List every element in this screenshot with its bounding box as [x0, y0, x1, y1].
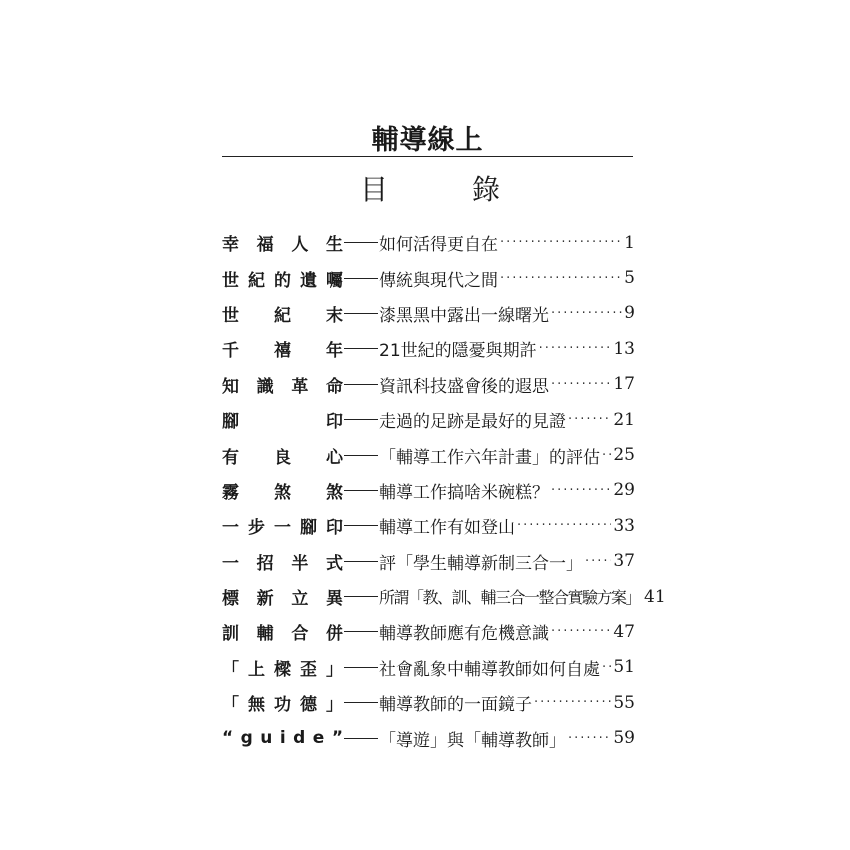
entry-label: 腳印 [222, 412, 430, 433]
toc-entry[interactable] [222, 650, 635, 685]
page-number: 9 [624, 303, 635, 324]
em-dash [344, 596, 378, 597]
dot-leader [568, 731, 611, 746]
toc-entry[interactable] [222, 437, 635, 472]
em-dash [344, 738, 378, 739]
entry-label: 世紀的遺囑 [222, 270, 352, 291]
page-number: 47 [613, 621, 635, 642]
entry-subtitle: 輔導工作有如登山 [379, 518, 515, 539]
book-title: 輔導線上 [371, 125, 484, 156]
toc-entry[interactable] [222, 579, 666, 614]
toc-heading-char: 錄 [471, 173, 500, 206]
entry-label: 訓輔合併 [222, 624, 361, 645]
entry-label-box [222, 513, 352, 539]
page-number: 25 [613, 445, 635, 466]
entry-label-box [222, 336, 378, 362]
dot-leader [500, 271, 622, 286]
toc-entry[interactable] [222, 685, 635, 720]
entry-subtitle: 「導遊」與「輔導教師」 [379, 730, 566, 751]
entry-subtitle: 漆黑黑中露出一線曙光 [379, 305, 549, 326]
toc-entry[interactable] [222, 225, 635, 260]
em-dash [344, 384, 378, 385]
page-number: 41 [644, 586, 666, 607]
dot-leader [551, 624, 611, 639]
table-of-contents [222, 225, 666, 756]
entry-subtitle: 如何活得更自在 [379, 235, 498, 256]
entry-label: 標新立異 [222, 589, 361, 610]
dot-leader [602, 448, 611, 463]
em-dash [344, 525, 378, 526]
entry-label-box [222, 407, 430, 433]
entry-label-box [222, 301, 378, 326]
page-number: 17 [613, 374, 635, 395]
em-dash [344, 348, 378, 349]
page-number: 5 [624, 268, 635, 289]
page-number: 29 [613, 480, 635, 501]
toc-entry[interactable] [222, 260, 635, 295]
toc-entry[interactable] [222, 614, 635, 649]
entry-subtitle: 社會亂象中輔導教師如何自處 [379, 659, 600, 680]
page-number: 59 [613, 728, 635, 749]
toc-entry[interactable] [222, 331, 635, 366]
em-dash [344, 455, 378, 456]
entry-label: 世紀末 [222, 305, 378, 326]
entry-subtitle: 「輔導工作六年計畫」的評估 [379, 447, 600, 468]
entry-subtitle: 21世紀的隱憂與期許 [379, 341, 537, 362]
entry-label-box [222, 372, 361, 397]
entry-label-box [222, 619, 361, 645]
entry-subtitle: 輔導工作搞啥米碗糕？ [379, 482, 549, 503]
toc-entry[interactable] [222, 544, 635, 579]
em-dash [344, 278, 378, 279]
entry-subtitle: 評「學生輔導新制三合一」 [379, 553, 583, 574]
dot-leader [551, 483, 611, 498]
dot-leader [534, 695, 611, 710]
toc-heading-char: 目 [360, 173, 389, 206]
entry-subtitle: 輔導教師應有危機意識 [379, 624, 549, 645]
entry-label-box [222, 266, 352, 291]
em-dash [344, 561, 378, 562]
entry-label: 一步一腳印 [222, 518, 352, 539]
title-divider [222, 156, 633, 157]
entry-label-box [222, 655, 352, 680]
em-dash [344, 419, 378, 420]
em-dash [344, 242, 378, 243]
entry-label: 霧煞煞 [222, 482, 378, 503]
dot-leader [568, 412, 611, 427]
toc-entry[interactable] [222, 402, 635, 437]
dot-leader [539, 341, 612, 356]
entry-label-box [222, 728, 351, 749]
entry-subtitle: 走過的足跡是最好的見證 [379, 412, 566, 433]
toc-entry[interactable] [222, 473, 635, 508]
entry-label: “guide” [222, 728, 351, 749]
entry-subtitle: 傳統與現代之間 [379, 270, 498, 291]
toc-heading [360, 168, 500, 208]
page-number: 21 [613, 409, 635, 430]
dot-leader [602, 660, 611, 675]
toc-entry[interactable] [222, 367, 635, 402]
toc-entry[interactable] [222, 508, 635, 543]
page-number: 37 [613, 551, 635, 572]
entry-subtitle: 所謂「教、訓、輔三合一整合實驗方案」 [379, 588, 641, 608]
entry-label: 幸福人生 [222, 235, 361, 256]
page-number: 33 [613, 515, 635, 536]
toc-entry[interactable] [222, 296, 635, 331]
entry-label-box [222, 478, 378, 503]
em-dash [344, 702, 378, 703]
dot-leader [585, 554, 611, 569]
entry-label: 「無功德」 [222, 695, 352, 716]
page-number: 55 [613, 692, 635, 713]
page-number: 51 [613, 657, 635, 678]
em-dash [344, 667, 378, 668]
dot-leader [500, 235, 622, 250]
entry-label-box [222, 230, 361, 256]
entry-subtitle: 輔導教師的一面鏡子 [379, 695, 532, 716]
dot-leader [517, 518, 611, 533]
page-number: 1 [624, 232, 635, 253]
em-dash [344, 631, 378, 632]
entry-label-box [222, 584, 361, 610]
entry-label: 「上樑歪」 [222, 659, 352, 680]
entry-label: 有良心 [222, 447, 378, 468]
entry-label: 知識革命 [222, 376, 361, 397]
entry-label: 一招半式 [222, 553, 361, 574]
entry-label: 千禧年 [222, 341, 378, 362]
dot-leader [551, 377, 611, 392]
em-dash [344, 490, 378, 491]
dot-leader [551, 306, 622, 321]
entry-label-box [222, 549, 361, 574]
entry-label-box [222, 443, 378, 468]
entry-label-box [222, 690, 352, 716]
toc-entry[interactable] [222, 720, 635, 755]
entry-subtitle: 資訊科技盛會後的遐思 [379, 376, 549, 397]
em-dash [344, 313, 378, 314]
page-number: 13 [613, 338, 635, 359]
